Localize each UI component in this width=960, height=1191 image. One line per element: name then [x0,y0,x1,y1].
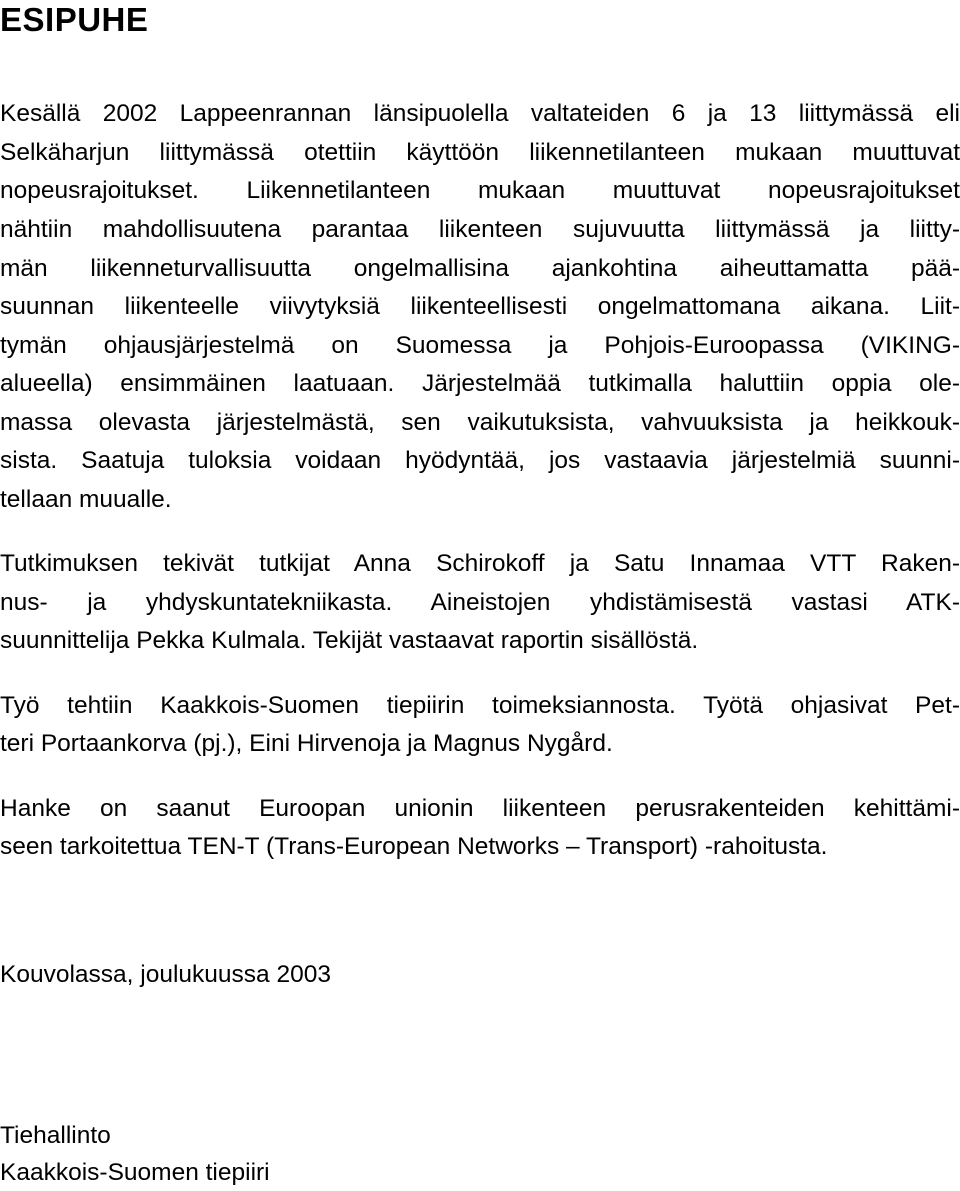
signature-district: Kaakkois-Suomen tiepiiri [0,1159,270,1186]
text-line: Työ tehtiin Kaakkois-Suomen tiepiirin toimeksiannosta. Työtä ohjasivat Pet- [0,692,960,719]
text-line: Tutkimuksen tekivät tutkijat Anna Schirokoff ja Satu Innamaa VTT Raken- [0,550,960,577]
signature-organization: Tiehallinto [0,1122,111,1149]
text-line: massa olevasta järjestelmästä, sen vaikutuksista, vahvuuksista ja heikkouk- [0,409,960,436]
text-line: sista. Saatuja tuloksia voidaan hyödyntää, jos vastaavia järjestelmiä suunni- [0,447,960,474]
place-date: Kouvolassa, joulukuussa 2003 [0,961,331,988]
text-line: suunnan liikenteelle viivytyksiä liikenteellisesti ongelmattomana aikana. Liit- [0,293,960,320]
text-line: nähtiin mahdollisuutena parantaa liikenteen sujuvuutta liittymässä ja liitty- [0,216,960,243]
text-line: tymän ohjausjärjestelmä on Suomessa ja Pohjois-Euroopassa (VIKING- [0,332,960,359]
text-line: tellaan muualle. [0,486,172,513]
text-line: suunnittelija Pekka Kulmala. Tekijät vastaavat raportin sisällöstä. [0,627,699,654]
text-line: alueella) ensimmäinen laatuaan. Järjestelmää tutkimalla haluttiin oppia ole- [0,370,960,397]
text-line: seen tarkoitettua TEN-T (Trans-European Networks – Transport) -rahoitusta. [0,833,828,860]
text-line: män liikenneturvallisuutta ongelmallisina ajankohtina aiheuttamatta pää- [0,255,960,282]
text-line: Hanke on saanut Euroopan unionin liikenteen perusrakenteiden kehittämi- [0,795,960,822]
text-line: Selkäharjun liittymässä otettiin käyttöön liikennetilanteen mukaan muuttuvat [0,139,960,166]
text-line: teri Portaankorva (pj.), Eini Hirvenoja ja Magnus Nygård. [0,730,613,757]
page-title: ESIPUHE [0,1,149,38]
text-line: nus- ja yhdyskuntatekniikasta. Aineistojen yhdistämisestä vastasi ATK- [0,589,960,616]
text-line: nopeusrajoitukset. Liikennetilanteen mukaan muuttuvat nopeusrajoitukset [0,177,960,204]
text-line: Kesällä 2002 Lappeenrannan länsipuolella valtateiden 6 ja 13 liittymässä eli [0,100,960,127]
